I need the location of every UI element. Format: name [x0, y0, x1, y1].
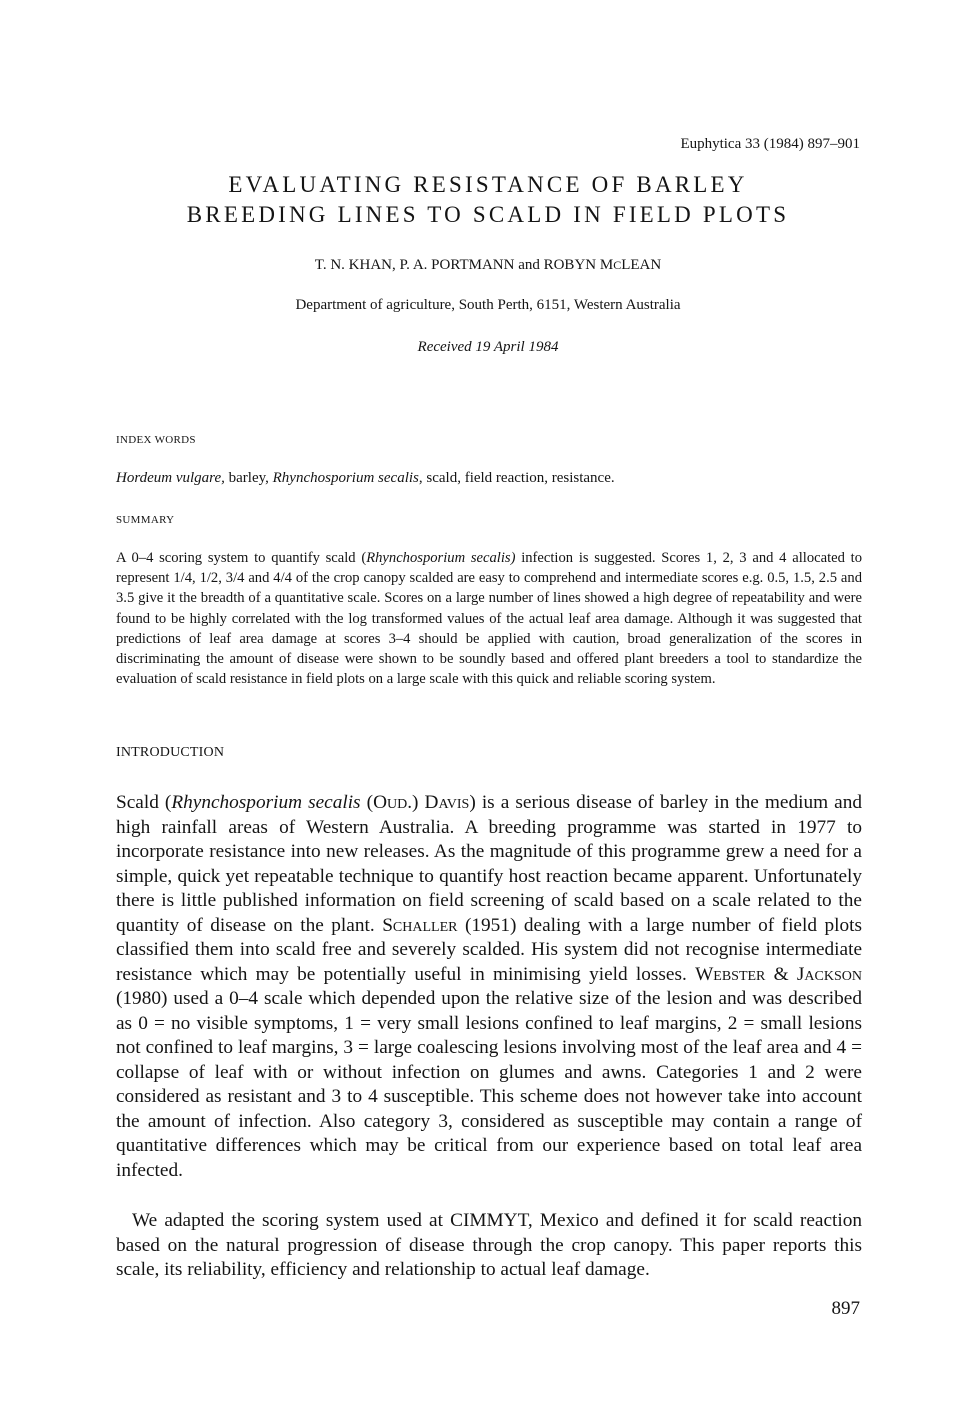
received-date: Received 19 April 1984 — [417, 339, 559, 355]
p1-species: Rhynchosporium secalis — [171, 792, 361, 813]
paper-title — [0, 170, 976, 230]
p1-text-e: ) — [412, 792, 425, 813]
affiliation: Department of agriculture, South Perth, 6151, Western Australia — [295, 297, 681, 313]
summary-part-1: A 0–4 scoring system to quantify scald ( — [116, 550, 367, 566]
kw-term-1: Hordeum vulgare, — [116, 470, 225, 486]
p1-author-webster-jackson: Webster & Jackson — [695, 963, 862, 985]
p1-text-g: ) is a serious disease of barley in the medium and high rainfall areas of Western Australia. A breeding programme was started in 1977 to incorporate resistance into new releases. As the magnitude of this programme grew a need for a simple, quick yet repeatable technique to quantify host reaction became apparent. Unfortunately there is little published information on field screening of scald based on a scale related to the quantity of disease on the plant. — [116, 792, 863, 936]
p1-author-oud: Oud. — [373, 792, 413, 813]
p1-text-a: Scald ( — [116, 792, 172, 813]
journal-citation: Euphytica 33 (1984) 897–901 — [680, 136, 860, 152]
author-list — [0, 257, 976, 274]
summary-text — [116, 548, 862, 689]
kw-text-2: , scald, field reaction, resistance. — [418, 470, 615, 486]
authors-main: T. N. KHAN, P. A. PORTMANN and ROBYN M — [314, 257, 614, 273]
introduction-heading: INTRODUCTION — [116, 745, 225, 760]
p1-author-schaller: Schaller — [382, 914, 458, 936]
title-line-1: EVALUATING RESISTANCE OF BARLEY — [228, 172, 748, 197]
kw-text-1: barley, — [224, 470, 273, 486]
authors-end: LEAN — [621, 257, 662, 273]
intro-paragraph-1 — [116, 791, 862, 1183]
index-words — [116, 470, 866, 487]
p1-text-i: (1951) dealing with a large number of field plots classified them into scald free and severely scalded. His system did not recognise intermediate resistance which may be potentially useful in minimising yield losses. — [116, 914, 862, 985]
intro-paragraph-2: We adapted the scoring system used at CIMMYT, Mexico and defined it for scald reaction based on the natural progression of disease through the crop canopy. This paper reports this scale, its reliability, efficiency and relationship to actual leaf damage. — [116, 1210, 862, 1280]
p1-text-c: ( — [360, 792, 374, 813]
summary-part-2: Rhynchosporium secalis) — [366, 550, 516, 566]
page-number: 897 — [831, 1298, 860, 1319]
kw-term-2: Rhynchosporium secalis — [272, 470, 419, 486]
index-words-heading: INDEX WORDS — [116, 434, 196, 446]
p1-author-davis: Davis — [424, 792, 470, 813]
authors-small-c: C — [613, 258, 622, 272]
title-line-2: BREEDING LINES TO SCALD IN FIELD PLOTS — [186, 202, 790, 227]
summary-heading: SUMMARY — [116, 514, 175, 526]
summary-part-3: infection is suggested. Scores 1, 2, 3 and 4 allocated to represent 1/4, 1/2, 3/4 and 4/4 of the crop canopy scalded are easy to comprehend and intermediate scores e.g. 0.5, 1.5, 2.5 and 3.5 give it the breadth of a quantitative scale. Scores on a large number of lines showed a high degree of repeatability and were found to be highly correlated with the log transformed values of the actual leaf area damage. Although it was suggested that predictions of leaf area damage at scores 3–4 should be applied with caution, broad generalization of the scores in discriminating the amount of disease were shown to be soundly based and offered plant breeders a tool to standardize the evaluation of scald resistance in field plots on a large scale with this quick and reliable scoring system. — [116, 550, 862, 688]
p1-text-k: (1980) used a 0–4 scale which depended upon the relative size of the lesion and was described as 0 = no visible symptoms, 1 = very small lesions confined to leaf margins, 2 = small lesions not confined to leaf margins, 3 = large coalescing lesions involving most of the leaf area and 4 = collapse of leaf with or without infection on glumes and awns. Categories 1 and 2 were considered as resistant and 3 to 4 susceptible. This scheme does not however take into account the amount of infection. Also category 3, considered as susceptible may contain a range of quantitative differences which may be critical from our experience based on total leaf area infected. — [116, 988, 862, 1181]
